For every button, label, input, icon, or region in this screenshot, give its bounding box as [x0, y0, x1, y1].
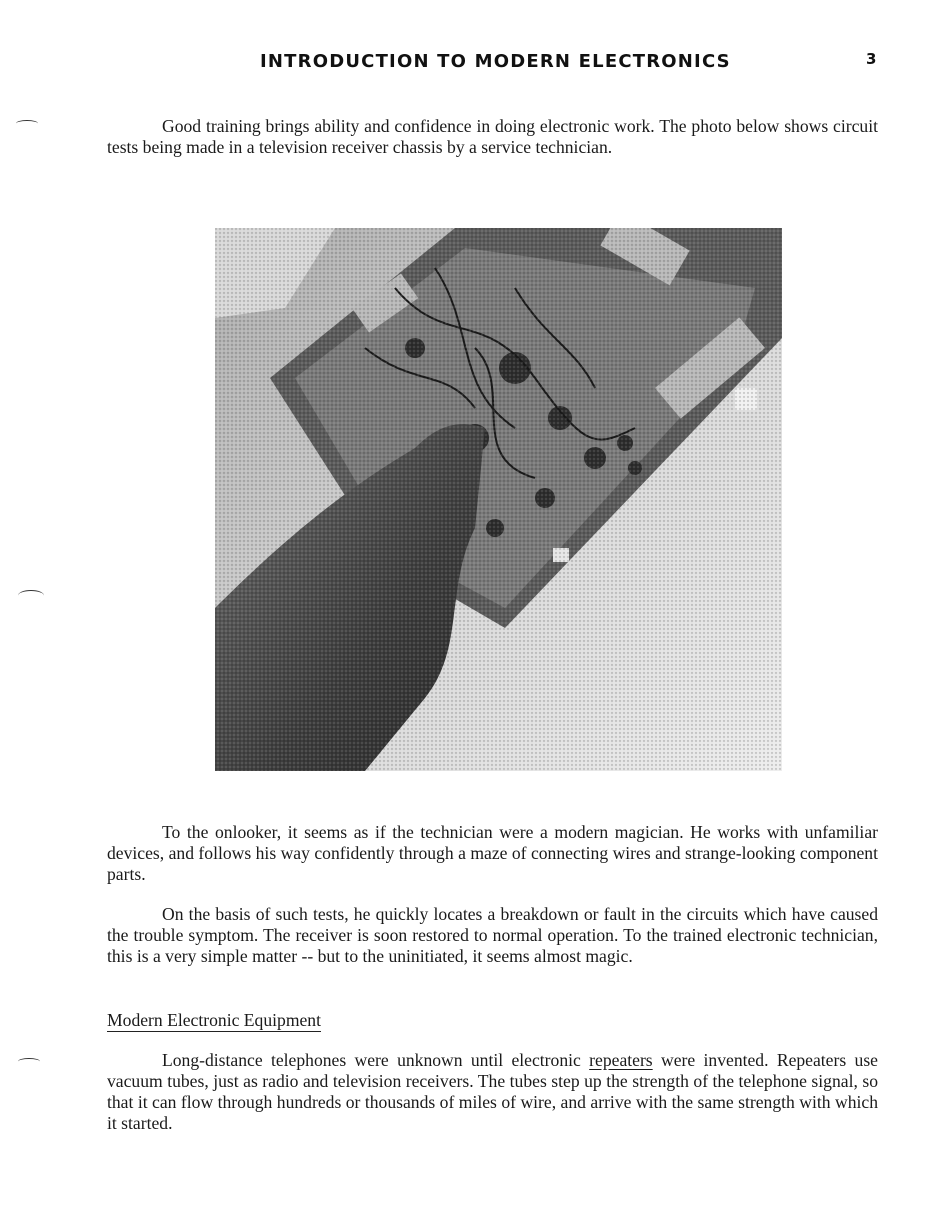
tests-paragraph: On the basis of such tests, he quickly locates a breakdown or fault in the circuits which have caused the trouble symptom. The receiver is soon restored to normal operation. To the trained electronic technician, this is a very simple matter -- but to the uninitiated, it seems almost magic. — [107, 904, 878, 966]
section-heading: Modern Electronic Equipment — [107, 1010, 321, 1030]
intro-paragraph: Good training brings ability and confidence in doing electronic work. The photo below shows circuit tests being made in a television receiver chassis by a service technician. — [107, 116, 878, 157]
onlooker-paragraph: To the onlooker, it seems as if the technician were a modern magician. He works with unfamiliar devices, and follows his way confidently through a maze of connecting wires and strange-looking component parts. — [107, 822, 878, 884]
page-header-title: INTRODUCTION TO MODERN ELECTRONICS — [260, 51, 731, 72]
margin-mark — [18, 1058, 40, 1065]
technician-chassis-photo — [215, 228, 782, 771]
section-paragraph — [107, 1050, 878, 1134]
term-repeaters: repeaters — [589, 1050, 653, 1070]
section-paragraph-start: Long-distance telephones were unknown until electronic — [162, 1050, 590, 1070]
section-paragraph-rest: were invented. Repeaters use vacuum tubes, just as radio and television receivers. The tubes step up the strength of the telephone signal, so that it can flow through hundreds or thousands of miles of wire, and arrive with the same strength with which it started. — [107, 1050, 878, 1133]
margin-mark — [16, 120, 38, 127]
page-number: 3 — [866, 50, 877, 68]
margin-mark — [18, 590, 44, 601]
